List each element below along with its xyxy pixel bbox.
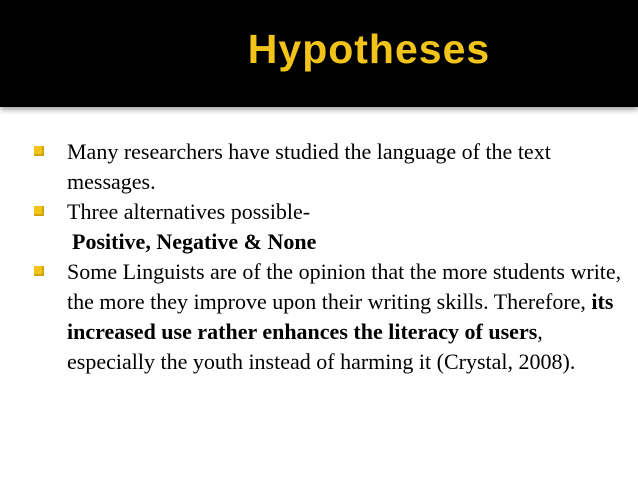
square-bullet-icon (34, 266, 44, 276)
square-bullet-icon (34, 146, 44, 156)
bullet-text: Many researchers have studied the language of the text messages. (67, 139, 551, 194)
bullet-text: Some Linguists are of the opinion that the more students write, the more they improve upon their writing skills. Therefore, (67, 259, 622, 314)
slide-content (32, 137, 622, 377)
bullet-item-1 (32, 137, 622, 197)
bullet-emphasis: its increased use rather enhances the literacy of users (67, 289, 614, 344)
bullet-text: Three alternatives possible- (67, 199, 311, 224)
bullet-subtext: Positive, Negative & None (72, 229, 317, 254)
bullet-item-3 (32, 257, 622, 377)
bullet-item-2 (32, 197, 622, 227)
bullet-text-end: , especially the youth instead of harming it (Crystal, 2008). (67, 319, 576, 374)
square-bullet-icon (34, 206, 44, 216)
slide-title: Hypotheses (247, 26, 491, 72)
